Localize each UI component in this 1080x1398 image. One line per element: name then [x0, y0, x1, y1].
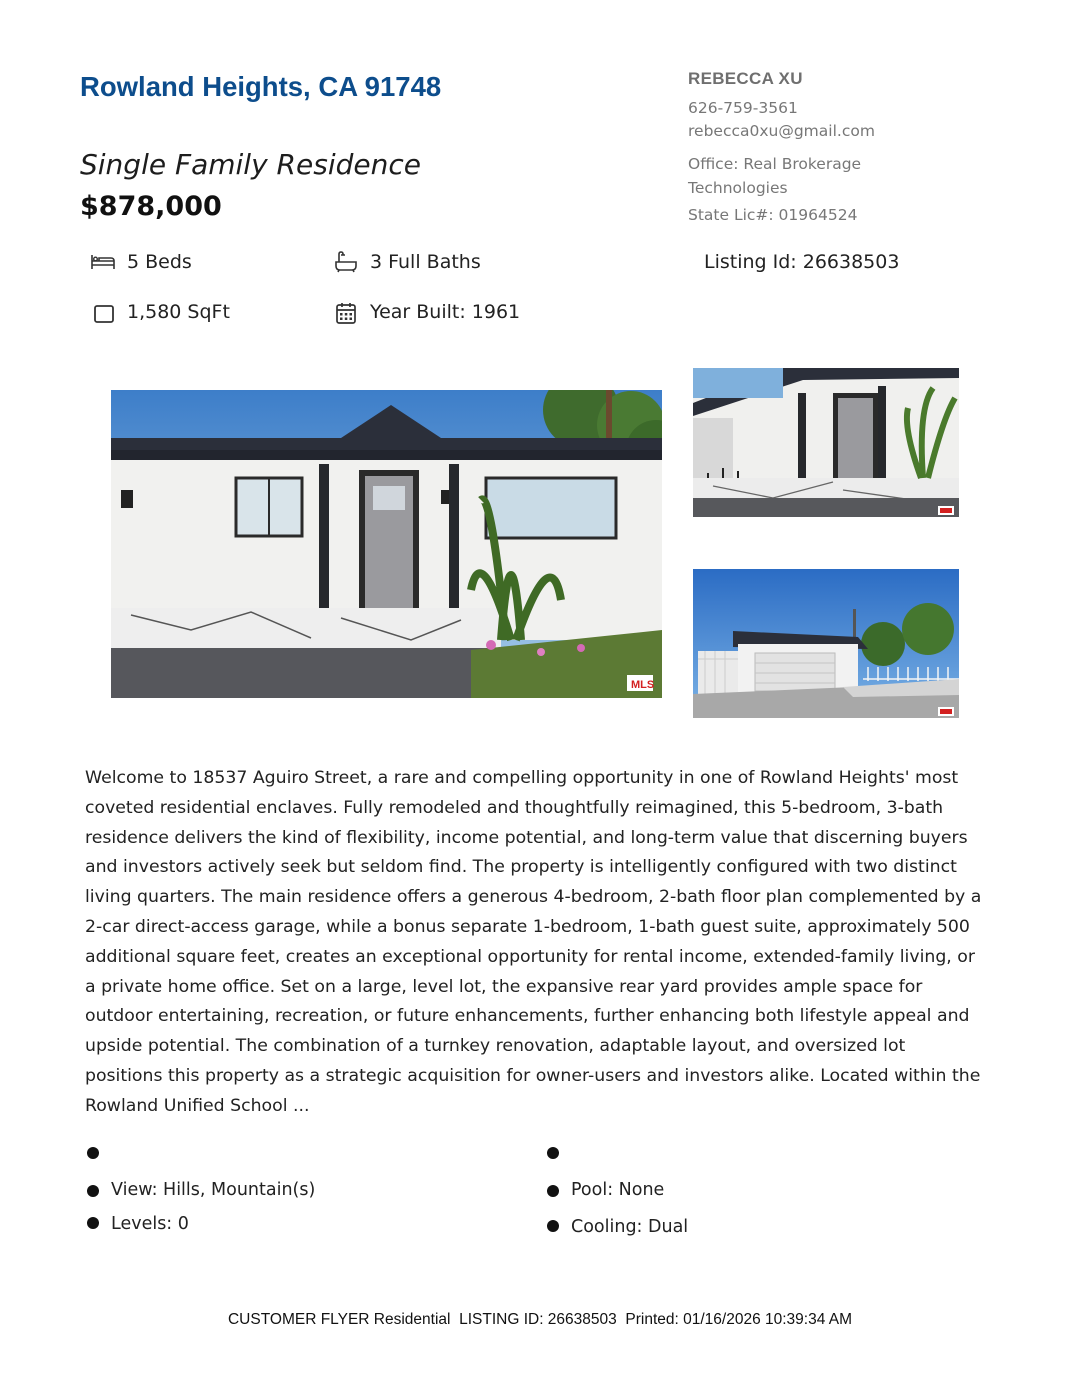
baths-count: 3 Full Baths: [370, 251, 481, 273]
listing-address: Rowland Heights, CA 91748: [80, 71, 442, 102]
year-built: Year Built: 1961: [370, 301, 521, 323]
thumbnail-photo-porch: [693, 368, 959, 517]
bullet-marker: [547, 1185, 559, 1197]
calendar-icon: [334, 301, 360, 325]
main-photo: [111, 390, 662, 698]
bullet-marker: [87, 1217, 99, 1229]
listing-price: $878,000: [80, 191, 222, 222]
feature-pool: Pool: None: [571, 1180, 665, 1200]
agent-email: rebecca0xu@gmail.com: [688, 122, 875, 140]
agent-office: Office: Real Brokerage Technologies: [688, 155, 862, 197]
page-footer: CUSTOMER FLYER Residential LISTING ID: 26638503 Printed: 01/16/2026 10:39:34 AM: [227, 1311, 853, 1328]
square-footage: 1,580 SqFt: [127, 301, 230, 323]
thumbnail-photo-garage: [693, 569, 959, 718]
bullet-marker: [87, 1185, 99, 1197]
agent-license: State Lic#: 01964524: [688, 206, 858, 224]
bathtub-icon: [333, 250, 359, 274]
beds-count: 5 Beds: [127, 251, 192, 273]
mls-badge: MLS: [631, 679, 655, 691]
square-footage-icon: [92, 302, 118, 326]
listing-description: Welcome to 18537 Aguiro Street, a rare and compelling opportunity in one of Rowland Heights' most coveted residential enclaves. Fully remodeled and thoughtfully reimagined, this 5-bedroom, 3-bath residence delivers the kind of flexibility, income potential, and long-term value that discerning buyers and investors actively seek but seldom find. The property is intelligently configured with two distinct living quarters. The main residence offers a generous 4-bedroom, 2-bath floor plan complemented by a 2-car direct-access garage, while a bonus separate 1-bedroom, 1-bath guest suite, approximately 500 additional square feet, creates an exceptional opportunity for rental income, extended-family living, or a private home office. Set on a large, level lot, the expansive rear yard provides ample space for outdoor entertaining, recreation, or future enhancements, further enhancing both lifestyle appeal and upside potential. The combination of a turnkey renovation, adaptable layout, and oversized lot positions this property as a strategic acquisition for owner-users and investors alike. Located within the Rowland Unified School ...: [85, 768, 982, 1116]
bed-icon: [90, 250, 116, 274]
feature-levels: Levels: 0: [111, 1214, 189, 1234]
agent-name: REBECCA XU: [688, 69, 803, 88]
bullet-marker: [87, 1147, 99, 1159]
bullet-marker: [547, 1147, 559, 1159]
feature-cooling: Cooling: Dual: [571, 1217, 689, 1237]
feature-view: View: Hills, Mountain(s): [111, 1180, 316, 1200]
listing-id: Listing Id: 26638503: [704, 251, 900, 273]
bullet-marker: [547, 1220, 559, 1232]
agent-phone: 626-759-3561: [688, 99, 798, 117]
property-type: Single Family Residence: [80, 148, 421, 181]
